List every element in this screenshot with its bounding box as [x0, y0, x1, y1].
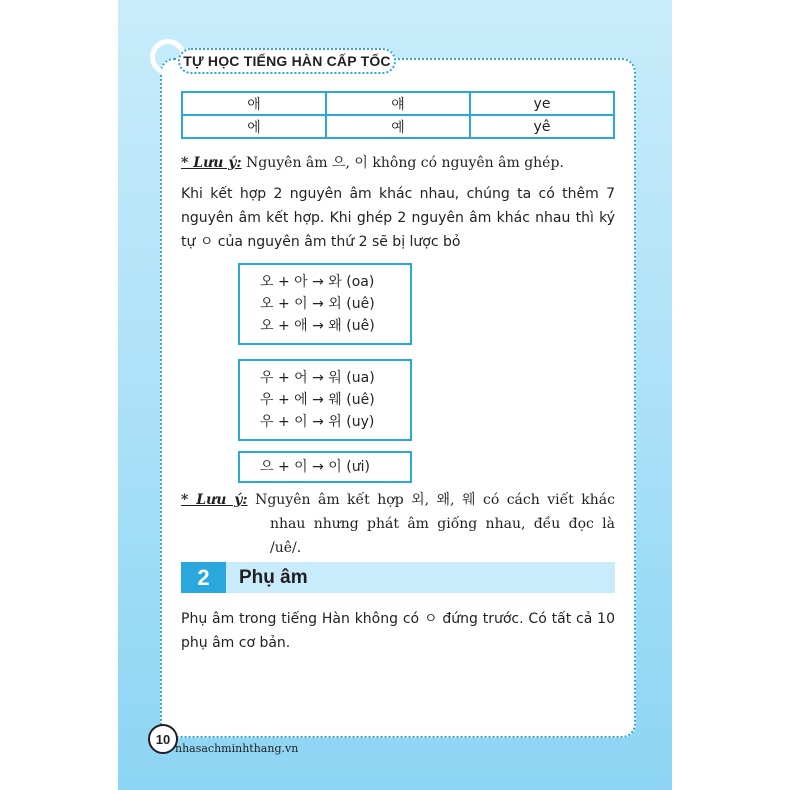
combo-box-3 — [238, 451, 412, 483]
table-cell: 예 — [326, 115, 470, 138]
note-label: * Lưu ý: — [181, 492, 248, 508]
section-number: 2 — [181, 562, 226, 593]
note-1 — [181, 151, 615, 175]
website-footer: nhasachminhthang.vn — [175, 742, 299, 755]
note-text: Nguyên âm 으, 이 không có nguyên âm ghép. — [241, 155, 564, 171]
section-title: Phụ âm — [239, 567, 308, 588]
section-paragraph: Phụ âm trong tiếng Hàn không có ㅇ đứng trước. Có tất cả 10 phụ âm cơ bản. — [181, 611, 615, 651]
vowel-table — [181, 91, 615, 139]
note-label: * Lưu ý: — [181, 155, 242, 171]
combo-line: 우 + 어 → 워 (ua) — [260, 370, 375, 386]
section-header — [181, 562, 615, 593]
table-cell: yê — [470, 115, 614, 138]
combo-line: 으 + 이 → 이 (ưi) — [260, 459, 370, 475]
combo-box-1 — [238, 263, 412, 345]
table-cell: 얘 — [326, 92, 470, 115]
combo-line: 오 + 아 → 와 (oa) — [260, 274, 375, 290]
table-cell: ye — [470, 92, 614, 115]
note-text: Nguyên âm kết hợp 외, 왜, 웨 có cách viết khác nhau nhưng phát âm giống nhau, đều đọc là /uê/. — [247, 492, 615, 556]
page-number: 10 — [148, 724, 178, 754]
combo-box-2 — [238, 359, 412, 441]
table-cell: 애 — [182, 92, 326, 115]
combo-line: 우 + 에 → 웨 (uê) — [260, 392, 375, 408]
combo-line: 우 + 이 → 위 (uy) — [260, 414, 375, 430]
note-2 — [181, 488, 615, 560]
table-row — [182, 92, 614, 115]
combo-line: 오 + 이 → 외 (uê) — [260, 296, 375, 312]
table-cell: 에 — [182, 115, 326, 138]
intro-paragraph: Khi kết hợp 2 nguyên âm khác nhau, chúng ta có thêm 7 nguyên âm kết hợp. Khi ghép 2 nguyên âm khác nhau thì ký tự ㅇ của nguyên âm thứ 2 sẽ bị lược bỏ — [181, 186, 615, 250]
combo-line: 오 + 애 → 왜 (uê) — [260, 318, 375, 334]
header-title: TỰ HỌC TIẾNG HÀN CẤP TỐC — [178, 48, 396, 74]
table-row — [182, 115, 614, 138]
